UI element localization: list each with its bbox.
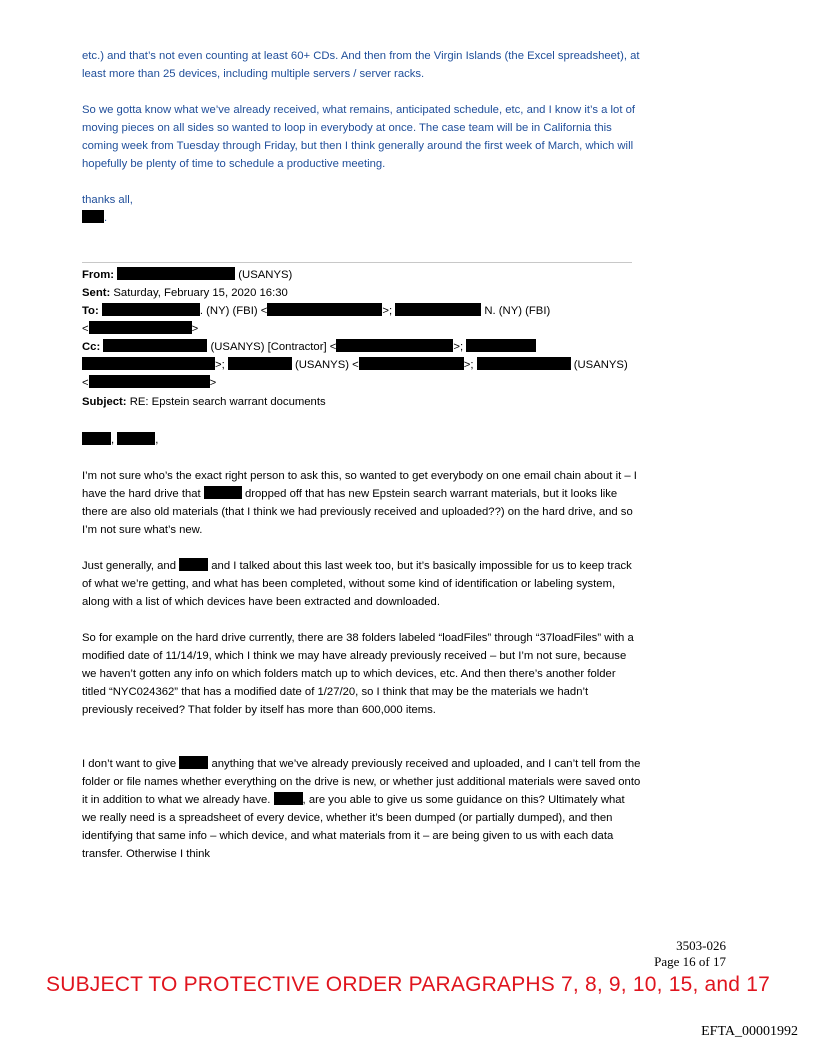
body-paragraph-4	[82, 755, 642, 863]
body-text: I’m not sure who’s the exact right person to ask this, so wanted to get everybody on one email chain about it – I have the hard drive that	[82, 470, 637, 500]
cc-text: (USANYS)	[570, 359, 628, 371]
to-text: >	[191, 323, 199, 335]
to-label: To:	[82, 305, 99, 317]
body-text: I don’t want to give	[82, 758, 180, 770]
cc-text: (USANYS) <	[291, 359, 359, 371]
body-paragraph-2	[82, 557, 642, 611]
redaction	[477, 357, 571, 370]
redaction	[102, 303, 200, 316]
body-text: , are you able to give us some guidance on this? Ultimately what we really need is a spreadsheet of every device, whether it’s been dumped (or partially dumped), and then identifying that same info – which device, and what materials from it – are being given to us with each data transfer. Otherwise I think	[82, 794, 625, 860]
body-paragraph-3: So for example on the hard drive currently, there are 38 folders labeled “loadFiles” through “37loadFiles” with a modified date of 11/14/19, which I think we may have already previously received – but I’m not sure, because we haven’t gotten any info on which folders match up to which devices, etc. And then there’s another folder titled “NYC024362” that has a modified date of 1/27/20, so I think that may be the materials we hadn’t previously received? That folder by itself has more than 600,000 items.	[82, 632, 634, 716]
body-paragraph-1	[82, 467, 642, 539]
header-separator	[82, 262, 632, 263]
header-from	[82, 266, 642, 284]
redaction	[82, 210, 104, 223]
quoted-paragraph-1: etc.) and that’s not even counting at least 60+ CDs. And then from the Virgin Islands (the Excel spreadsheet), at least more than 25 devices, including multiple servers / server racks.	[82, 50, 640, 80]
cc-label: Cc:	[82, 341, 101, 353]
header-to-continued	[82, 320, 642, 338]
cc-text: >;	[453, 341, 467, 353]
greeting-separator: ,	[111, 434, 118, 446]
redaction	[336, 339, 453, 352]
redaction	[359, 357, 464, 370]
subject-label: Subject:	[82, 396, 127, 408]
redaction	[179, 558, 208, 571]
subject-value: RE: Epstein search warrant documents	[126, 396, 326, 408]
cc-text: <	[82, 377, 89, 389]
redaction	[89, 321, 192, 334]
quoted-signature	[82, 209, 642, 227]
redaction	[82, 432, 111, 445]
redaction	[82, 357, 215, 370]
redaction	[204, 486, 242, 499]
body-text: dropped off that has new Epstein search warrant materials, but it looks like there are also old materials (that I think we had previously received and uploaded??) on the hard drive, and so I’m not sure what’s new.	[82, 488, 633, 536]
body-text: Just generally, and	[82, 560, 180, 572]
redaction	[179, 756, 208, 769]
sent-label: Sent:	[82, 287, 111, 299]
from-value: (USANYS)	[235, 269, 293, 281]
header-subject	[82, 393, 642, 411]
redaction	[117, 267, 235, 280]
redaction	[103, 339, 207, 352]
redaction	[274, 792, 303, 805]
protective-order-notice: SUBJECT TO PROTECTIVE ORDER PARAGRAPHS 7, 8, 9, 10, 15, and 17	[46, 973, 770, 996]
redaction	[117, 432, 155, 445]
sent-value: Saturday, February 15, 2020 16:30	[110, 287, 288, 299]
header-to	[82, 302, 642, 320]
redaction	[395, 303, 481, 316]
cc-text: >	[209, 377, 217, 389]
header-cc-continued	[82, 356, 642, 374]
header-cc-continued-2	[82, 374, 642, 392]
greeting	[82, 431, 642, 449]
signature-period: .	[104, 212, 108, 224]
to-text: >;	[382, 305, 396, 317]
page-number: Page 16 of 17	[654, 954, 726, 969]
to-text: N. (NY) (FBI)	[481, 305, 551, 317]
to-text: . (NY) (FBI) <	[199, 305, 268, 317]
from-label: From:	[82, 269, 115, 281]
redaction	[89, 375, 210, 388]
bates-number: EFTA_00001992	[701, 1024, 798, 1039]
cc-text: (USANYS) [Contractor] <	[207, 341, 337, 353]
body-text: and I talked about this last week too, but it’s basically impossible for us to keep track of what we’re getting, and what has been completed, without some kind of identification or labeling system, along with a list of which devices have been extracted and downloaded.	[82, 560, 632, 608]
header-cc	[82, 338, 642, 356]
header-sent	[82, 284, 642, 302]
body-text: anything that we’ve already previously received and uploaded, and I can’t tell from the folder or file names whether everything on the drive is new, or whether just additional materials were saved onto it in addition to what we already have.	[82, 758, 641, 806]
greeting-end: ,	[155, 434, 159, 446]
document-id: 3503-026	[676, 938, 726, 953]
cc-text: >;	[215, 359, 228, 371]
redaction	[466, 339, 536, 352]
to-text: <	[82, 323, 89, 335]
quoted-paragraph-2: So we gotta know what we’ve already received, what remains, anticipated schedule, etc, and I know it’s a lot of moving pieces on all sides so wanted to loop in everybody at once. The case team will be in California this coming week from Tuesday through Friday, but then I think generally around the first week of March, which will hopefully be plenty of time to schedule a productive meeting.	[82, 104, 636, 170]
redaction	[267, 303, 382, 316]
cc-text: >;	[463, 359, 477, 371]
redaction	[228, 357, 292, 370]
quoted-signoff: thanks all,	[82, 194, 133, 206]
